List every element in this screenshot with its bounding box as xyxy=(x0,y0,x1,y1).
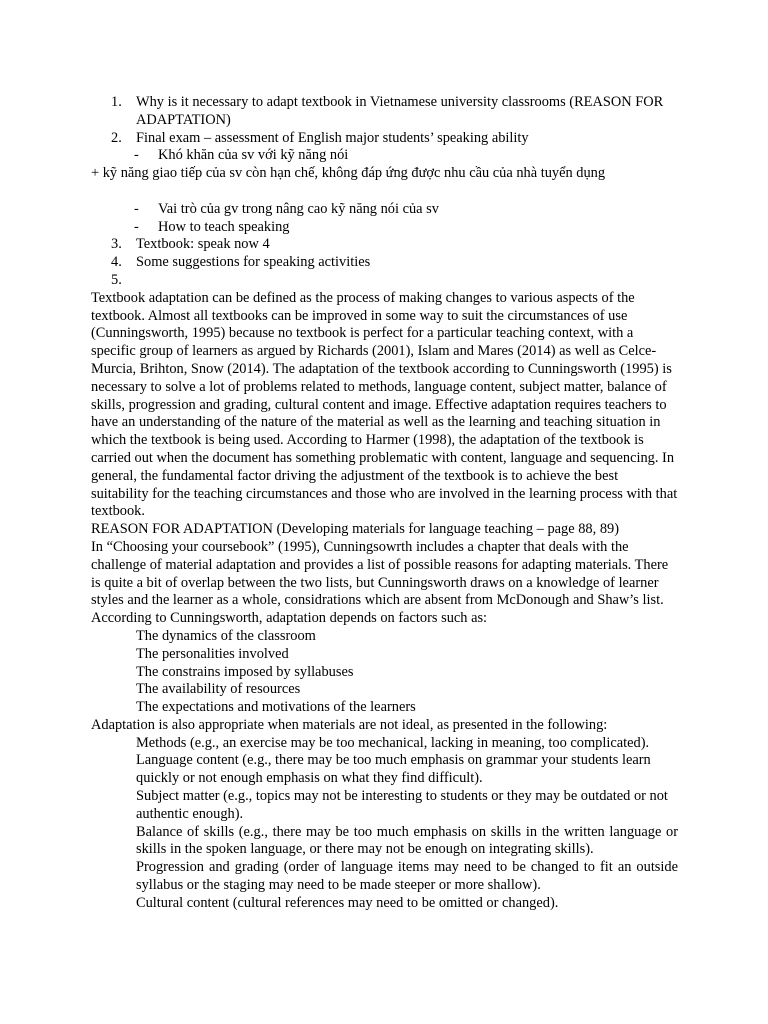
definition-paragraph: Textbook adaptation can be defined as the process of making changes to various aspects of the textbook. Almost all textbooks can be improved in some way to suit the circumstances of use (Cunningsworth, 1995) because no textbook is perfect for a particular teaching context, with a specific group of learners as argued by Richards (2001), Islam and Mares (2014) as well as Celce-Murcia, Brihton, Snow (2014). The adaptation of the textbook according to Cunningsworth (1995) is necessary to solve a lot of problems related to methods, language content, subject matter, balance of skills, progression and grading, cultural content and image. Effective adaptation requires teachers to have an understanding of the nature of the material as well as the learning and teaching situation in which the textbook is being used. According to Harmer (1998), the adaptation of the textbook is carried out when the document has something problematic with content, language and sequencing. In general, the fundamental factor driving the adjustment of the textbook is to achieve the best suitability for the teaching circumstances and those who are involved in the learning process with that textbook. xyxy=(91,289,678,520)
dash-text: How to teach speaking xyxy=(158,218,290,235)
reason-item: Subject matter (e.g., topics may not be interesting to students or they may be outdated or not authentic enough). xyxy=(136,788,668,822)
outline-item-2 xyxy=(91,130,678,148)
dash-mark: - xyxy=(134,200,139,217)
outline-number: 3. xyxy=(111,236,122,253)
factor-item: The dynamics of the classroom xyxy=(136,627,316,644)
reasons-list xyxy=(91,735,678,913)
outline-number: 4. xyxy=(111,254,122,271)
factor-item: The personalities involved xyxy=(136,645,289,662)
dash-mark: - xyxy=(134,147,139,164)
reason-item: Progression and grading (order of language items may need to be changed to fit an outside syllabus or the staging may need to be made steeper or more shallow). xyxy=(136,859,678,894)
factor-item: The availability of resources xyxy=(136,681,301,698)
dash-item-2 xyxy=(91,201,678,219)
document-page xyxy=(91,94,678,913)
cunningsworth-paragraph: In “Choosing your coursebook” (1995), Cunningsowrth includes a chapter that deals with the challenge of material adaptation and provides a list of possible reasons for adapting materials. There is quite a bit of overlap between the two lists, but Cunningsworth draws on a knowledge of learner styles and the learner as a whole, considrations which are absent from McDonough and Shaw’s list. According to Cunningsworth, adaptation depends on factors such as: xyxy=(91,538,669,627)
outline-item-3 xyxy=(91,236,678,254)
outline-text: Some suggestions for speaking activities xyxy=(136,254,371,271)
outline-item-1 xyxy=(91,94,678,130)
outline-number: 1. xyxy=(111,94,122,110)
reason-item: Language content (e.g., there may be too much emphasis on grammar your students learn quickly or not enough emphasis on what they find difficult). xyxy=(136,752,651,787)
outline-item-4 xyxy=(91,254,678,272)
outline-number: 2. xyxy=(111,129,122,146)
reason-item: Balance of skills (e.g., there may be too much emphasis on skills in the written language or skills in the spoken language, or there may not be enough on integrating skills). xyxy=(136,823,678,858)
reason-heading: REASON FOR ADAPTATION (Developing materials for language teaching – page 88, 89) xyxy=(91,521,619,538)
dash-item-3 xyxy=(91,219,678,237)
factor-item: The expectations and motivations of the learners xyxy=(136,699,416,716)
dash-mark: - xyxy=(134,218,139,235)
outline-text: Why is it necessary to adapt textbook in Vietnamese university classrooms (REASON FOR ADAPTATION) xyxy=(136,94,664,128)
reason-item: Methods (e.g., an exercise may be too mechanical, lacking in meaning, too complicated). xyxy=(136,734,650,751)
dash-text: Vai trò của gv trong nâng cao kỹ năng nói của sv xyxy=(158,200,439,217)
dash-item-1 xyxy=(91,147,678,165)
blank-line xyxy=(91,183,678,201)
outline-number: 5. xyxy=(111,271,122,288)
dash-text: Khó khăn của sv với kỹ năng nói xyxy=(158,147,349,164)
appropriate-paragraph: Adaptation is also appropriate when materials are not ideal, as presented in the following: xyxy=(91,716,608,733)
outline-item-5 xyxy=(91,272,678,290)
factors-list xyxy=(91,628,678,717)
plus-line: + kỹ năng giao tiếp của sv còn hạn chế, không đáp ứng được nhu cầu của nhà tuyển dụng xyxy=(91,165,606,182)
outline-text: Final exam – assessment of English major students’ speaking ability xyxy=(136,129,529,146)
reason-item: Cultural content (cultural references may need to be omitted or changed). xyxy=(136,894,559,911)
outline-text: Textbook: speak now 4 xyxy=(136,236,270,253)
factor-item: The constrains imposed by syllabuses xyxy=(136,663,354,680)
